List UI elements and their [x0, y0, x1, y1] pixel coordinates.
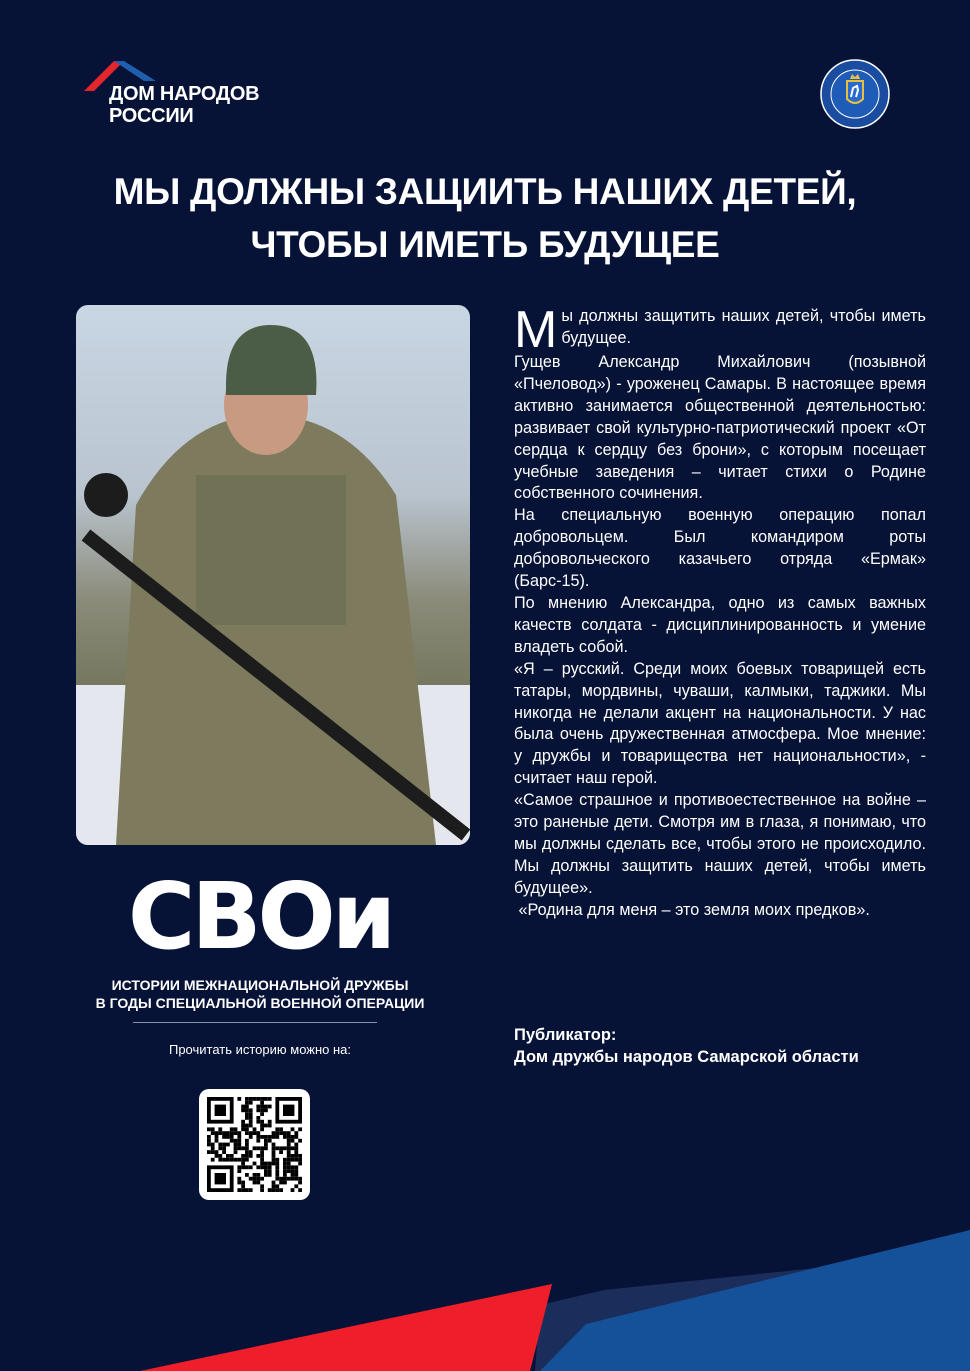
subtitle-line-1: ИСТОРИИ МЕЖНАЦИОНАЛЬНОЙ ДРУЖБЫ — [111, 977, 409, 993]
publisher-label: Публикатор: — [514, 1026, 617, 1044]
subtitle-line-2: В ГОДЫ СПЕЦИАЛЬНОЙ ВОЕННОЙ ОПЕРАЦИИ — [95, 995, 425, 1011]
article-paragraph: «Самое страшное и противоестественное на войне – это раненые дети. Смотря им в глаза, я понимаю, что мы должны сделать все, чтобы этого не происходило. Мы должны защитить наших детей, чтобы иметь будущее». — [514, 791, 926, 897]
publisher-block — [514, 1024, 859, 1068]
intro-text: ы должны защитить наших детей, чтобы иметь будущее. — [561, 307, 926, 347]
article-paragraph: На специальную военную операцию попал добровольцем. Был командиром роты добровольческого казачьего отряда «Ермак» (Барс-15). — [514, 506, 926, 591]
svoi-logo: СВОи — [127, 863, 393, 970]
logo-line-1: ДОМ НАРОДОВ — [109, 83, 260, 105]
article-paragraph: По мнению Александра, одно из самых важных качеств солдата - дисциплинированность и умение владеть собой. — [514, 593, 926, 656]
flag-stripes-decoration — [0, 1220, 970, 1371]
publisher-name: Дом дружбы народов Самарской области — [514, 1048, 859, 1066]
logo-line-2: РОССИИ — [109, 105, 194, 127]
qr-code[interactable] — [199, 1089, 310, 1200]
read-story-label: Прочитать историю можно на: — [168, 1042, 352, 1057]
title-line-1: МЫ ДОЛЖНЫ ЗАЩИИТЬ НАШИХ ДЕТЕЙ, — [113, 171, 857, 212]
article-paragraph: Гущев Александр Михайлович (позывной «Пчеловод») - уроженец Самары. В настоящее время активно занимается общественной деятельностью: развивает свой культурно-патриотический проект «От сердца к сердцу без брони», с которым посещает учебные заведения – читает стихи о Родине собственного сочинения. — [514, 353, 926, 503]
article-text — [514, 301, 926, 922]
project-subtitle — [80, 976, 440, 1012]
divider — [133, 1022, 377, 1023]
dom-narodov-logo — [109, 83, 259, 127]
samara-emblem-icon — [820, 59, 890, 129]
qr-code-icon — [199, 1089, 310, 1200]
article-paragraph: «Я – русский. Среди моих боевых товарищей есть татары, мордвины, чуваши, калмыки, таджики. Мы никогда не делали акцент на национальности. У нас была очень дружественная атмосфера. Мое мнение: у дружбы и товарищества нет национальности», - считает наш герой. — [514, 659, 926, 788]
soldier-photo — [76, 305, 470, 845]
page-title — [0, 165, 970, 271]
article-intro — [514, 301, 926, 359]
soldier-illustration-icon — [76, 305, 470, 845]
title-line-2: ЧТОБЫ ИМЕТЬ БУДУЩЕЕ — [250, 224, 720, 265]
article-paragraph: «Родина для меня – это земля моих предков». — [514, 900, 870, 919]
dropcap: М — [514, 301, 558, 359]
